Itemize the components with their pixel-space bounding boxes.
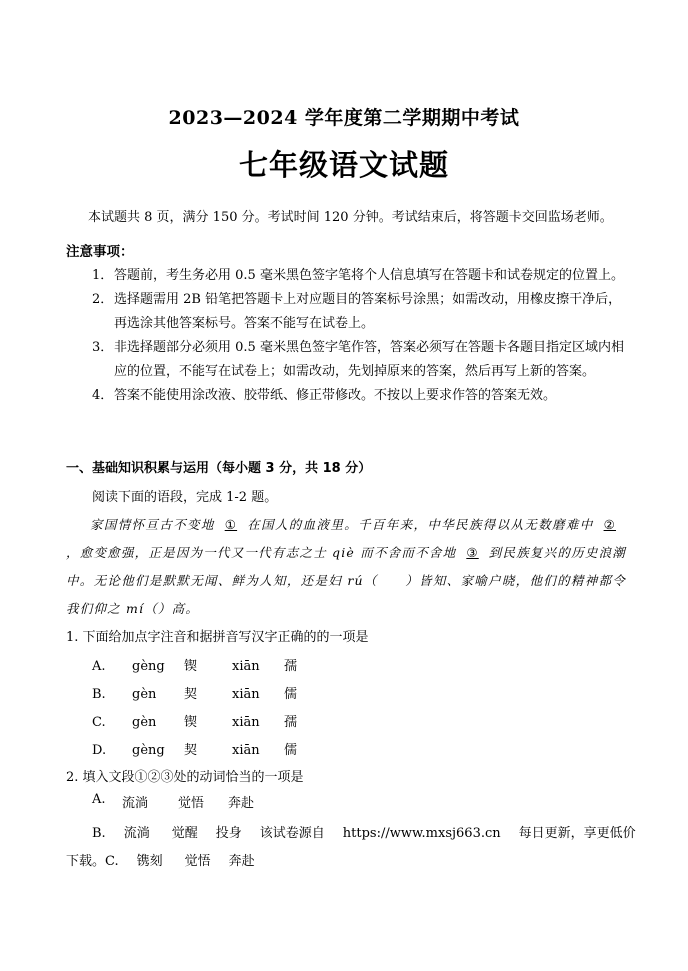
option-char-2: 孺: [284, 659, 298, 674]
passage-text: 家国情怀亘古不变地: [90, 517, 215, 532]
passage-text: 到民族复兴的历史浪潮中。无论他们是默默无闻、鲜为人知，还是妇 rú（ ）皆知、家喻户晓，他们的精神都令我们仰之 mí（）高。: [66, 545, 626, 616]
option-word: 奔赴: [228, 854, 255, 869]
option-pinyin-1: gèn: [132, 715, 157, 730]
notice-text: 选择题需用 2B 铅笔把答题卡上对应题目的答案标号涂黑；如需改动，用橡皮擦干净后，再选涂其他答案标号。答案不能写在试卷上。: [114, 292, 622, 331]
section-heading: 一、基础知识积累与运用（每小题 3 分，共 18 分）: [66, 461, 372, 476]
blank-2: ②: [603, 517, 616, 532]
notice-number: 1．: [92, 268, 114, 283]
option-row: [92, 681, 324, 709]
blank-3: ③: [466, 545, 479, 560]
notice-number: 2．: [92, 292, 114, 307]
option-word: 觉悟: [184, 854, 211, 869]
option-word: 镌刻: [136, 854, 163, 869]
option-char-2: 孺: [284, 715, 298, 730]
option-row: [92, 653, 324, 681]
notice-number: 4．: [92, 388, 114, 403]
watermark-text: 每日更新，享更低价: [518, 826, 636, 841]
option-letter: A.: [92, 659, 106, 674]
option-pinyin-1: gèn: [132, 687, 157, 702]
option-char-2: 儒: [284, 687, 298, 702]
option-pinyin-2: xiān: [232, 659, 260, 674]
option-char-1: 契: [184, 743, 198, 758]
notice-text: 答案不能使用涂改液、胶带纸、修正带修改。不按以上要求作答的答案无效。: [114, 388, 557, 403]
option-letter: C.: [105, 854, 119, 869]
option-row: [92, 737, 324, 765]
option-word: 流淌: [123, 826, 150, 841]
option-word: 觉悟: [178, 796, 205, 811]
passage-text: ，愈变愈强，正是因为一代又一代有志之士 qiè 而不舍而不舍地: [66, 545, 457, 560]
option-pinyin-2: xiān: [232, 743, 260, 758]
option-pinyin-2: xiān: [232, 715, 260, 730]
exam-title: 2023—2024 学年度第二学期期中考试: [168, 107, 520, 129]
option-letter: A.: [92, 792, 106, 807]
question-1-options: [92, 653, 324, 765]
option-char-1: 锲: [184, 715, 198, 730]
option-letter: D.: [92, 743, 107, 758]
option-char-1: 锲: [184, 659, 198, 674]
option-letter: B.: [92, 687, 106, 702]
question-2-option-a: [92, 792, 254, 811]
exam-intro: 本试题共 8 页，满分 150 分。考试时间 120 分钟。考试结束后，将答题卡交回监场老师。: [88, 210, 613, 225]
passage-text: 在国人的血液里。千百年来，中华民族得以从无数磨难中: [247, 517, 594, 532]
notice-item: [92, 288, 630, 336]
watermark-text: 该试卷源自: [259, 826, 325, 841]
option-pinyin-2: xiān: [232, 687, 260, 702]
option-word: 奔赴: [228, 796, 255, 811]
option-pinyin-1: gèng: [132, 659, 165, 674]
reading-passage: [66, 511, 626, 623]
notice-item: [92, 336, 630, 384]
question-2-option-b: [92, 822, 652, 841]
notice-heading: 注意事项：: [66, 244, 134, 260]
notice-text: 答题前，考生务必用 0.5 毫米黑色签字笔将个人信息填写在答题卡和试卷规定的位置上。: [114, 268, 624, 283]
watermark-url[interactable]: https://www.mxsj663.cn: [342, 826, 501, 841]
option-word: 流淌: [122, 796, 149, 811]
option-letter: C.: [92, 715, 106, 730]
reading-instruction: 阅读下面的语段，完成 1-2 题。: [92, 490, 278, 505]
notice-item: [92, 264, 630, 288]
option-word: 觉醒: [171, 826, 198, 841]
question-1-stem: 1. 下面给加点字注音和据拼音写汉字正确的的一项是: [66, 630, 369, 645]
option-char-1: 契: [184, 687, 198, 702]
option-row: [92, 709, 324, 737]
subject-title: 七年级语文试题: [238, 148, 449, 182]
notice-list: [92, 264, 630, 408]
option-word: 投身: [215, 826, 242, 841]
question-2-stem: 2. 填入文段①②③处的动词恰当的一项是: [66, 770, 304, 785]
option-pinyin-1: gèng: [132, 743, 165, 758]
notice-text: 非选择题部分必须用 0.5 毫米黑色签字笔作答，答案必须写在答题卡各题目指定区域内相应的位置，不能写在试卷上；如需改动，先划掉原来的答案，然后再写上新的答案。: [114, 340, 624, 379]
blank-1: ①: [224, 517, 238, 532]
notice-number: 3．: [92, 340, 114, 355]
option-letter: B.: [92, 826, 106, 841]
question-2-option-c: [66, 850, 255, 869]
notice-item: [92, 384, 630, 408]
watermark-text: 下载。: [66, 854, 106, 869]
option-char-2: 儒: [284, 743, 298, 758]
